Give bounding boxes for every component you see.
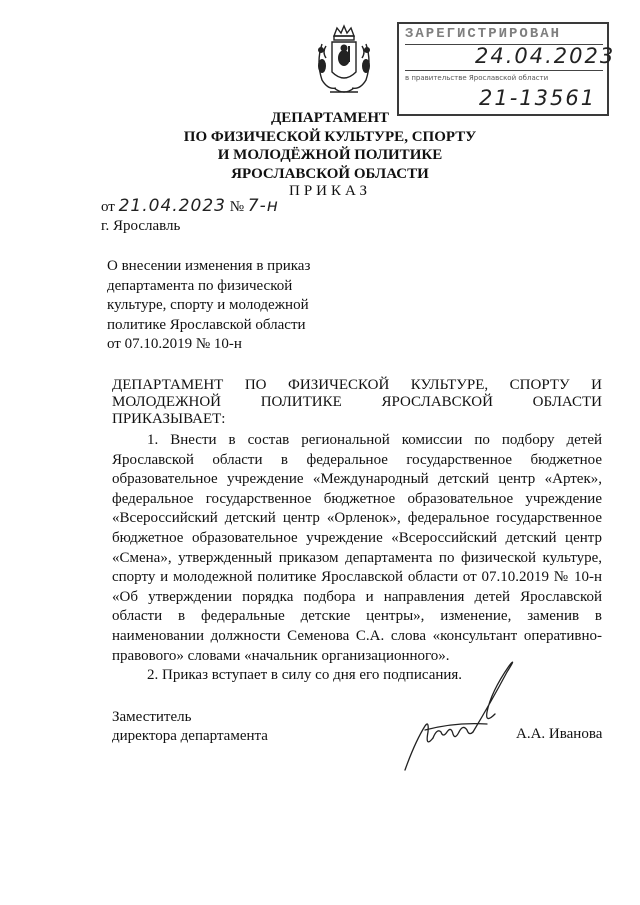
subject-line: культуре, спорту и молодежной xyxy=(107,297,309,314)
order-item-2: 2. Приказ вступает в силу со дня его подписания. xyxy=(147,667,463,684)
position-line: директора департамента xyxy=(112,728,268,744)
header-line: ЯРОСЛАВСКОЙ ОБЛАСТИ xyxy=(231,165,429,182)
order-item-1: 1. Внести в состав региональной комиссии по подбору детей Ярославской области в федеральное государственное бюджетное образовательное учреждение «Международный детский центр «Артек», федеральное государственное бюджетное образовательное учреждение «Всероссийский детский центр «Орленок», федеральное государственное бюджетное образовательное учреждение «Всероссийский детский центр «Смена», утвержденный приказом департамента по физической культуре, спорту и молодежной политике Ярославской области от 07.10.2019 № 10-н «Об утверждении порядка подбора и направления детей Ярославской области в федеральные детские центры», изменение, заменив в наименовании должности Семенова С.А. слова «консультант оперативно-правового» словами «начальник организационного». xyxy=(112,432,602,664)
registration-stamp xyxy=(397,22,616,116)
subject-line: от 07.10.2019 № 10-н xyxy=(107,336,242,353)
order-date-line xyxy=(101,196,279,216)
header-line: ДЕПАРТАМЕНТ xyxy=(270,110,390,126)
handwritten-number: 7-н xyxy=(247,196,279,216)
stamp-divider xyxy=(405,70,603,71)
signatory-position xyxy=(112,708,312,746)
coat-of-arms-emblem xyxy=(312,22,376,98)
handwritten-date: 21.04.2023 xyxy=(118,196,226,216)
subject-line: политике Ярославской области xyxy=(107,316,306,333)
department-header xyxy=(150,109,510,183)
city: г. Ярославль xyxy=(101,218,181,234)
handwritten-signature xyxy=(395,652,545,772)
preamble-orders: ПРИКАЗЫВАЕТ: xyxy=(112,411,226,427)
number-sign: № xyxy=(229,199,245,215)
stamp-note: в правительстве Ярославской области xyxy=(405,74,549,82)
position-line: Заместитель xyxy=(112,709,192,725)
order-subject xyxy=(107,257,337,355)
header-line: И МОЛОДЁЖНОЙ ПОЛИТИКЕ xyxy=(217,147,443,163)
subject-line: О внесении изменения в приказ xyxy=(107,258,311,274)
preamble: ДЕПАРТАМЕНТ ПО ФИЗИЧЕСКОЙ КУЛЬТУРЕ, СПОРТУ И МОЛОДЕЖНОЙ ПОЛИТИКЕ ЯРОСЛАВСКОЙ ОБЛАСТИ xyxy=(112,377,602,410)
document-type-title: ПРИКАЗ xyxy=(289,183,371,199)
order-body xyxy=(112,431,602,686)
stamp-title: ЗАРЕГИСТРИРОВАН xyxy=(405,26,562,42)
from-prefix: от xyxy=(101,199,115,215)
stamp-number: 21-13561 xyxy=(479,86,597,110)
stamp-date: 24.04.2023 xyxy=(475,44,616,68)
header-line: ПО ФИЗИЧЕСКОЙ КУЛЬТУРЕ, СПОРТУ xyxy=(183,128,477,145)
signatory-name: А.А. Иванова xyxy=(516,726,603,742)
subject-line: департамента по физической xyxy=(107,277,293,294)
